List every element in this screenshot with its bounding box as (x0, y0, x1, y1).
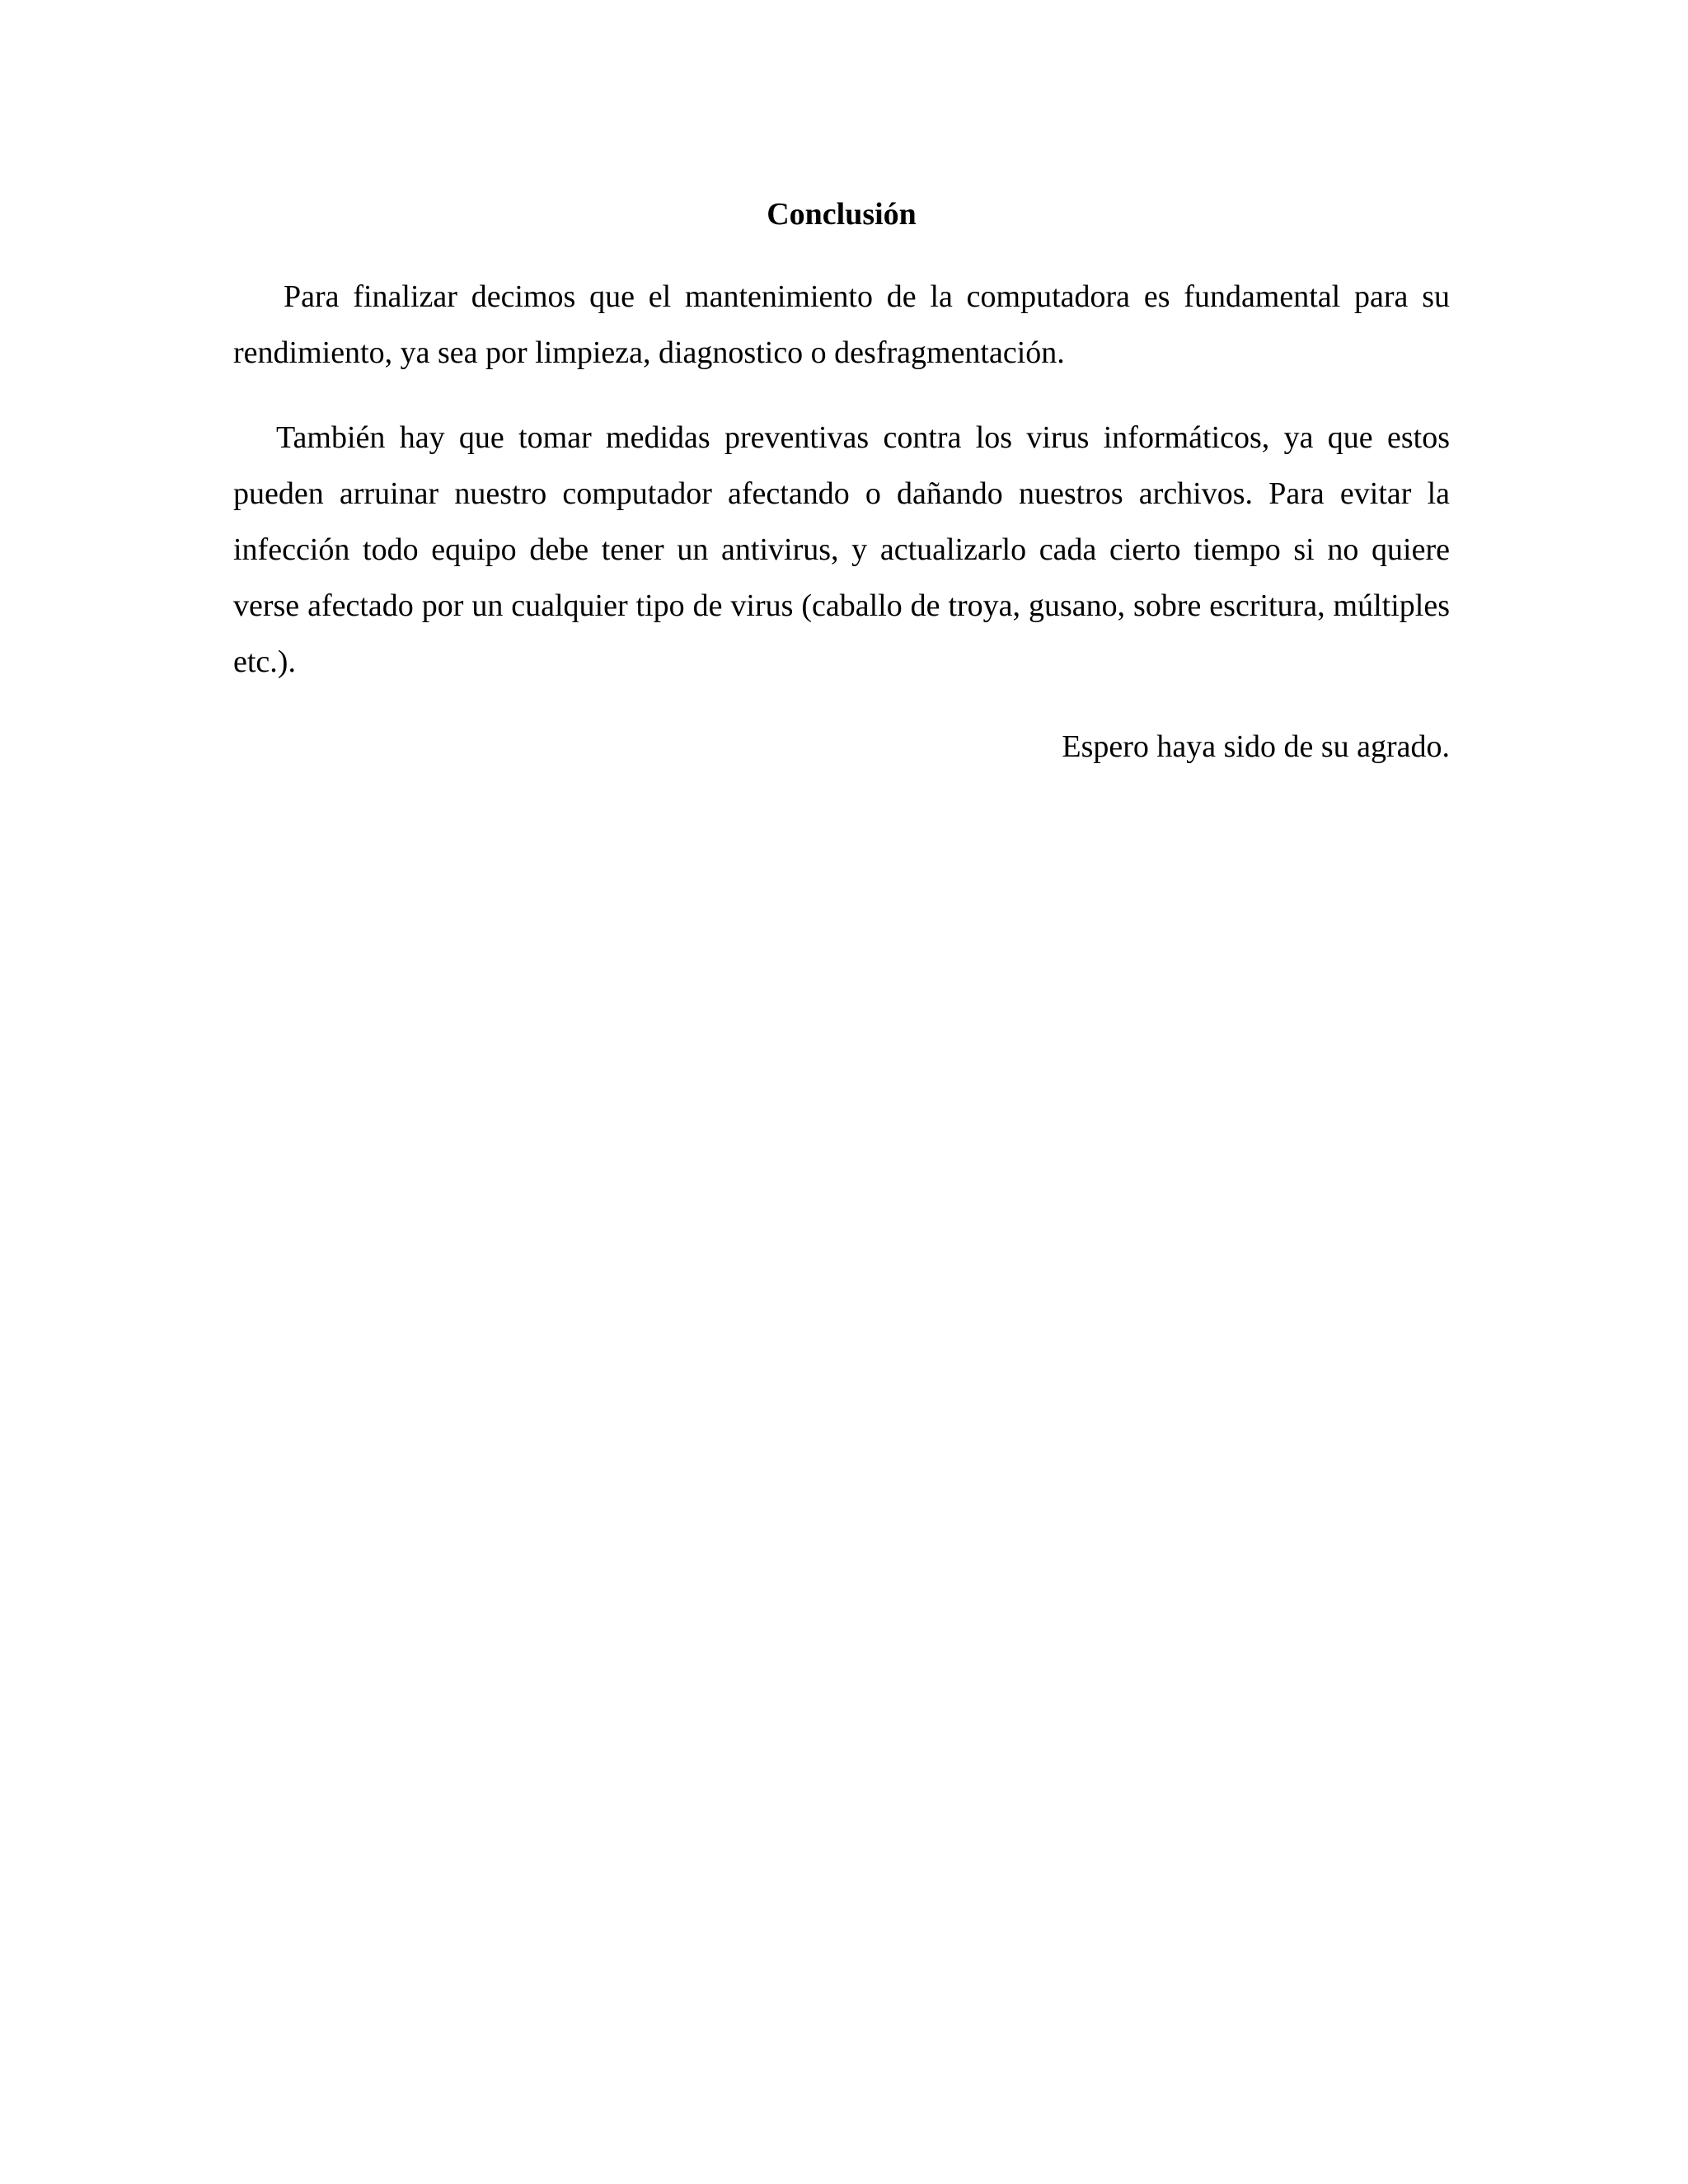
page-title: Conclusión (767, 197, 917, 232)
paragraph-antivirus: También hay que tomar medidas preventivas contra los virus informáticos, ya que estos pueden arruinar nuestro computador afectando o dañando nuestros archivos. Para evitar la infección todo equipo debe tener un antivirus, y actualizarlo cada cierto tiempo si no quiere verse afectado por un cualquier tipo de virus (caballo de troya, gusano, sobre escritura, múltiples etc.). (233, 420, 1450, 679)
document-body (233, 186, 1450, 775)
paragraph-maintenance: Para finalizar decimos que el mantenimiento de la computadora es fundamental para su rendimiento, ya sea por limpieza, diagnostico o desfragmentación. (233, 279, 1450, 370)
closing-line: Espero haya sido de su agrado. (1062, 729, 1450, 764)
